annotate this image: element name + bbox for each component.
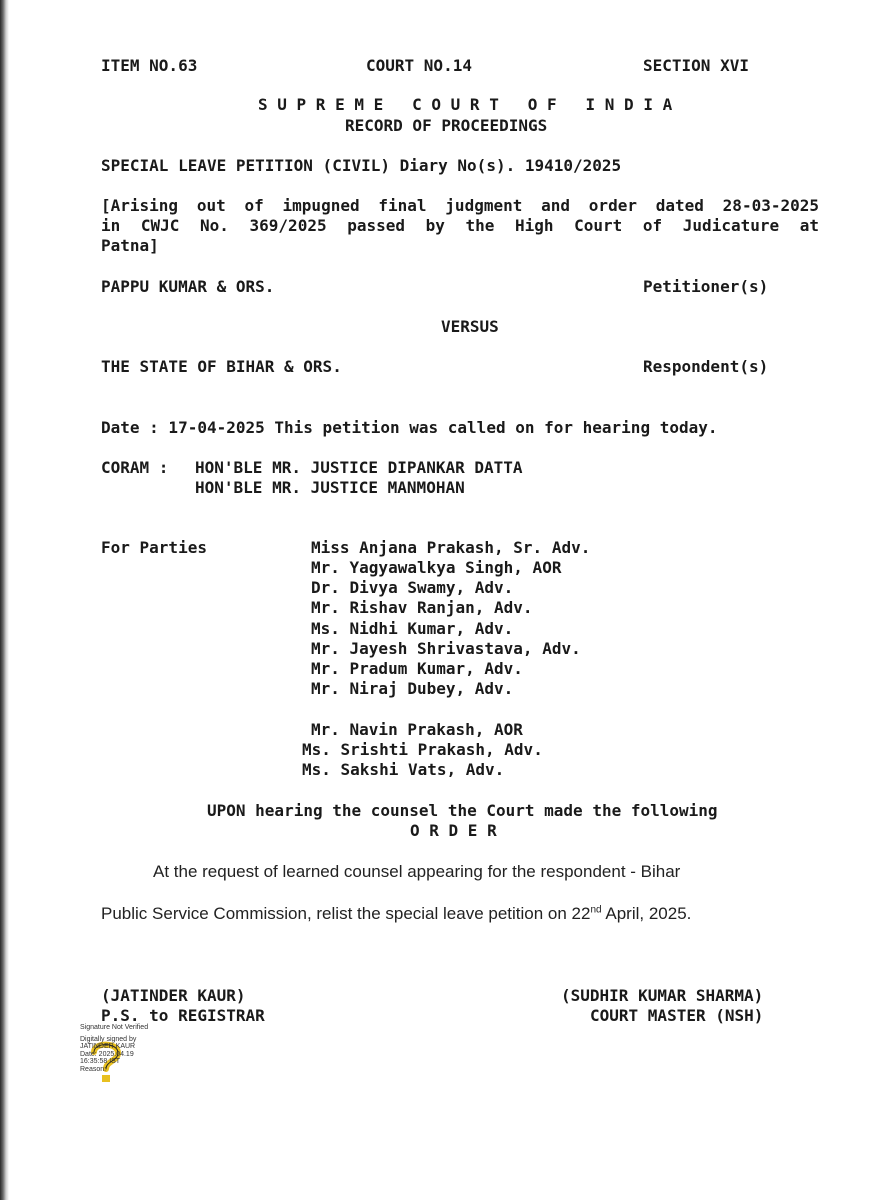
for-parties-label: For Parties — [101, 538, 207, 557]
signature-line: Digitally signed by — [80, 1035, 137, 1043]
arising-line-2: in CWJC No. 369/2025 passed by the High Court of Judicature at — [101, 216, 819, 235]
arising-line-1: [Arising out of impugned final judgment and order dated 28-03-2025 — [101, 196, 819, 215]
petitioner-label: Petitioner(s) — [643, 277, 769, 296]
section-label: SECTION XVI — [643, 56, 749, 75]
court-name: S U P R E M E C O U R T O F I N D I A — [258, 95, 673, 114]
signature-line: JATINDER KAUR — [80, 1043, 136, 1051]
left-signatory-name: (JATINDER KAUR) — [101, 986, 246, 1005]
signature-status: Signature Not Verified — [80, 1024, 149, 1031]
date-ordinal-suffix: nd — [590, 904, 602, 916]
coram-label: CORAM : — [101, 458, 169, 477]
petition-title: SPECIAL LEAVE PETITION (CIVIL) Diary No(s). 19410/2025 — [101, 156, 622, 175]
versus-label: VERSUS — [441, 317, 499, 336]
coram-judge: HON'BLE MR. JUSTICE MANMOHAN — [195, 478, 465, 497]
arising-line-3: Patna] — [101, 236, 159, 255]
left-signatory-title: P.S. to REGISTRAR — [101, 1006, 265, 1025]
signature-line: Reason: — [80, 1065, 107, 1073]
counsel-name: Mr. Rishav Ranjan, Adv. — [311, 598, 533, 617]
counsel-name: Dr. Divya Swamy, Adv. — [311, 578, 514, 597]
counsel-name: Miss Anjana Prakash, Sr. Adv. — [311, 538, 591, 557]
order-paragraph-line-2: Public Service Commission, relist the special leave petition on 22nd April, 2025. — [101, 904, 692, 923]
counsel-name: Mr. Yagyawalkya Singh, AOR — [311, 558, 562, 577]
page-edge-shadow — [0, 0, 9, 1200]
counsel-name: Mr. Pradum Kumar, Adv. — [311, 659, 523, 678]
signature-line: 16:35:58 IST — [80, 1058, 121, 1066]
respondent-label: Respondent(s) — [643, 357, 769, 376]
counsel-name: Ms. Srishti Prakash, Adv. — [302, 740, 543, 759]
counsel-name: Mr. Jayesh Shrivastava, Adv. — [311, 639, 581, 658]
upon-hearing-line: UPON hearing the counsel the Court made the following — [207, 801, 718, 820]
record-of-proceedings: RECORD OF PROCEEDINGS — [345, 116, 548, 135]
hearing-date-line: Date : 17-04-2025 This petition was called on for hearing today. — [101, 418, 718, 437]
coram-judge: HON'BLE MR. JUSTICE DIPANKAR DATTA — [195, 458, 523, 477]
right-signatory-name: (SUDHIR KUMAR SHARMA) — [561, 986, 764, 1005]
respondent-name: THE STATE OF BIHAR & ORS. — [101, 357, 342, 376]
digital-signature-stamp — [80, 1024, 150, 1080]
counsel-name: Mr. Niraj Dubey, Adv. — [311, 679, 514, 698]
counsel-name: Ms. Sakshi Vats, Adv. — [302, 760, 505, 779]
signature-line: Date: 2025.04.19 — [80, 1050, 134, 1058]
order-paragraph-line-1: At the request of learned counsel appearing for the respondent - Bihar — [153, 862, 681, 881]
right-signatory-title: COURT MASTER (NSH) — [590, 1006, 764, 1025]
item-number: ITEM NO.63 — [101, 56, 198, 75]
court-number: COURT NO.14 — [366, 56, 472, 75]
counsel-name: Ms. Nidhi Kumar, Adv. — [311, 619, 514, 638]
counsel-name: Mr. Navin Prakash, AOR — [311, 720, 523, 739]
petitioner-name: PAPPU KUMAR & ORS. — [101, 277, 275, 296]
order-heading: O R D E R — [410, 821, 497, 840]
